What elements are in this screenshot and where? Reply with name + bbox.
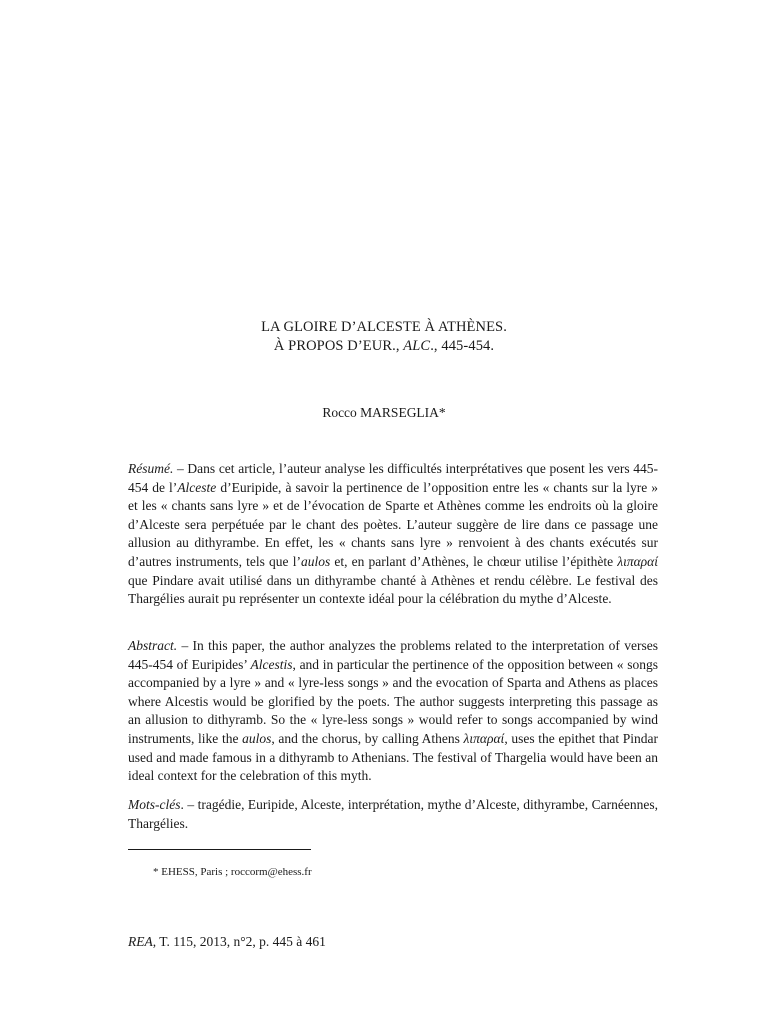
abstract-text-4: , uses the epithet that Pindar used and made famous in a dithyramb to Athenians. The festival of Thargelia would have been an ideal context for the celebration of this myth. (128, 730, 659, 784)
footnote-divider (128, 849, 311, 850)
resume-italic-2: aulos (300, 553, 331, 569)
journal-reference (128, 933, 326, 951)
resume-text-4: que Pindare avait utilisé dans un dithyrambe chanté à Athènes et rendu célèbre. Le festival des Thargélies aurait pu représenter un contexte idéal pour la célébration du mythe d’Alceste. (128, 572, 658, 607)
resume-label: Résumé. (128, 461, 174, 476)
journal-details: , T. 115, 2013, n°2, p. 445 à 461 (152, 934, 326, 949)
keywords-paragraph (128, 796, 658, 833)
abstract-text-2: , and in particular the pertinence of the opposition between « songs accompanied by a lyre » and « lyre-less songs » and the evocation of Sparta and Athens as places where Alcestis would be glorified by the poets. The author suggests interpreting this passage as an allusion to dithyramb. So the « lyre-less songs » would refer to songs accompanied by wind instruments, like the (128, 656, 658, 746)
abstract-label: Abstract. (128, 638, 178, 653)
abstract-text-1: – In this paper, the author analyzes the problems related to the interpretation of verses 445-454 of Euripides’ (128, 638, 658, 672)
footnote: * EHESS, Paris ; roccorm@ehess.fr (153, 866, 312, 878)
abstract-text-3: , and the chorus, by calling Athens (271, 730, 464, 746)
resume-text-2: d’Euripide, à savoir la pertinence de l’opposition entre les « chants sur la lyre » et les « chants sans lyre » et de l’évocation de Sparte et Athènes comme les endroits où la gloire d’Alceste sera perpétuée par le chant des poètes. L’auteur suggère de lire dans ce passage une allusion au dithyrambe. En effet, les « chants sans lyre » renvoient à des chants exécutés sur d’autres instruments, tels que l’ (128, 479, 658, 569)
article-title (0, 318, 768, 356)
resume-text-1: – Dans cet article, l’auteur analyse les difficultés interprétatives que posent les vers 445-454 de l’ (128, 461, 658, 495)
title-line-2-suffix: ., 445-454. (430, 338, 495, 354)
journal-name: REA (128, 934, 153, 949)
author-name: Rocco MARSEGLIA* (322, 405, 446, 420)
title-line-1: LA GLOIRE D’ALCESTE À ATHÈNES. (261, 319, 507, 335)
resume-text-3: et, en parlant d’Athènes, le chœur utilise l’épithète (330, 553, 618, 569)
resume-paragraph (128, 460, 658, 609)
keywords-label: Mots-clés (128, 797, 181, 812)
title-line-2 (0, 337, 768, 356)
resume-italic-1: Alceste (177, 479, 217, 495)
abstract-greek: λιπαραί (463, 730, 505, 746)
keywords-text: . – tragédie, Euripide, Alceste, interprétation, mythe d’Alceste, dithyrambe, Carnéennes, Thargélies. (128, 797, 658, 831)
resume-greek: λιπαραί (617, 553, 658, 569)
title-line-2-italic: ALC (403, 338, 431, 354)
abstract-italic-1: Alcestis (250, 656, 293, 672)
abstract-paragraph (128, 637, 658, 786)
abstract-italic-2: aulos (242, 730, 272, 746)
title-line-2-prefix: À PROPOS D’EUR., (273, 338, 404, 354)
